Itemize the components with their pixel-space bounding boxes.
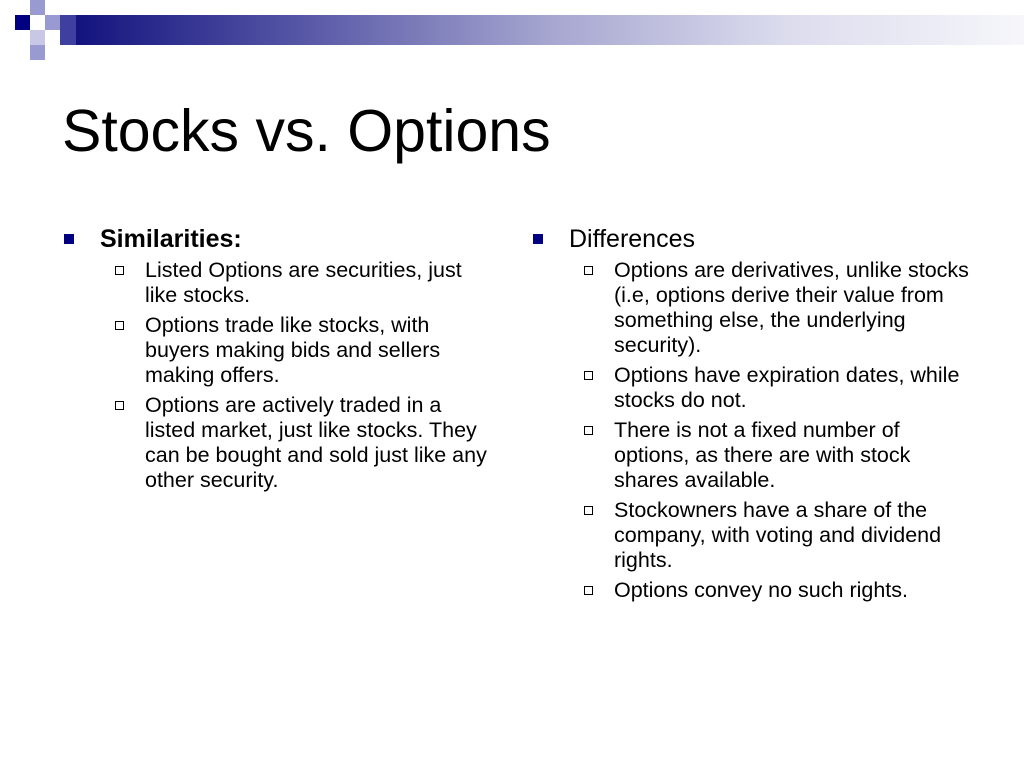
square-bullet-icon: [533, 234, 543, 244]
difference-item-text: Stockowners have a share of the company, with voting and dividend rights.: [614, 498, 942, 572]
header-square-lavender: [30, 0, 45, 15]
similarities-heading: Similarities:: [100, 225, 242, 253]
difference-item: [533, 258, 973, 358]
header-gradient-band: [76, 15, 1024, 45]
hollow-square-bullet-icon: [115, 266, 124, 275]
difference-item-text: There is not a fixed number of options, as there are with stock shares available.: [614, 418, 911, 492]
difference-item: [533, 363, 973, 413]
hollow-square-bullet-icon: [584, 506, 593, 515]
similarity-item-text: Options are actively traded in a listed market, just like stocks. They can be bought and sold just like any other security.: [145, 393, 487, 492]
hollow-square-bullet-icon: [584, 586, 593, 595]
hollow-square-bullet-icon: [584, 266, 593, 275]
hollow-square-bullet-icon: [584, 371, 593, 380]
differences-column: [533, 224, 973, 608]
square-bullet-icon: [64, 234, 74, 244]
difference-item: [533, 498, 973, 573]
difference-item: [533, 418, 973, 493]
header-square-lavender: [30, 45, 45, 60]
similarities-heading-item: [64, 224, 494, 254]
hollow-square-bullet-icon: [115, 321, 124, 330]
differences-heading: Differences: [569, 225, 695, 253]
similarities-column: [64, 224, 494, 498]
differences-heading-item: [533, 224, 973, 254]
slide-title: Stocks vs. Options: [62, 98, 551, 164]
similarity-item-text: Listed Options are securities, just like stocks.: [145, 258, 462, 307]
hollow-square-bullet-icon: [115, 401, 124, 410]
similarity-item: [64, 258, 494, 308]
hollow-square-bullet-icon: [584, 426, 593, 435]
difference-item-text: Options have expiration dates, while stocks do not.: [614, 363, 960, 412]
similarity-item: [64, 393, 494, 493]
header-square-navy: [15, 15, 30, 30]
header-square-blue: [60, 15, 76, 45]
similarity-item-text: Options trade like stocks, with buyers making bids and sellers making offers.: [145, 313, 441, 387]
header-square-lavender: [45, 15, 60, 30]
difference-item-text: Options are derivatives, unlike stocks (i.e, options derive their value from something else, the underlying security).: [614, 258, 969, 357]
header-square-pale: [30, 30, 45, 45]
difference-item-text: Options convey no such rights.: [614, 578, 908, 602]
difference-item: [533, 578, 973, 603]
similarity-item: [64, 313, 494, 388]
